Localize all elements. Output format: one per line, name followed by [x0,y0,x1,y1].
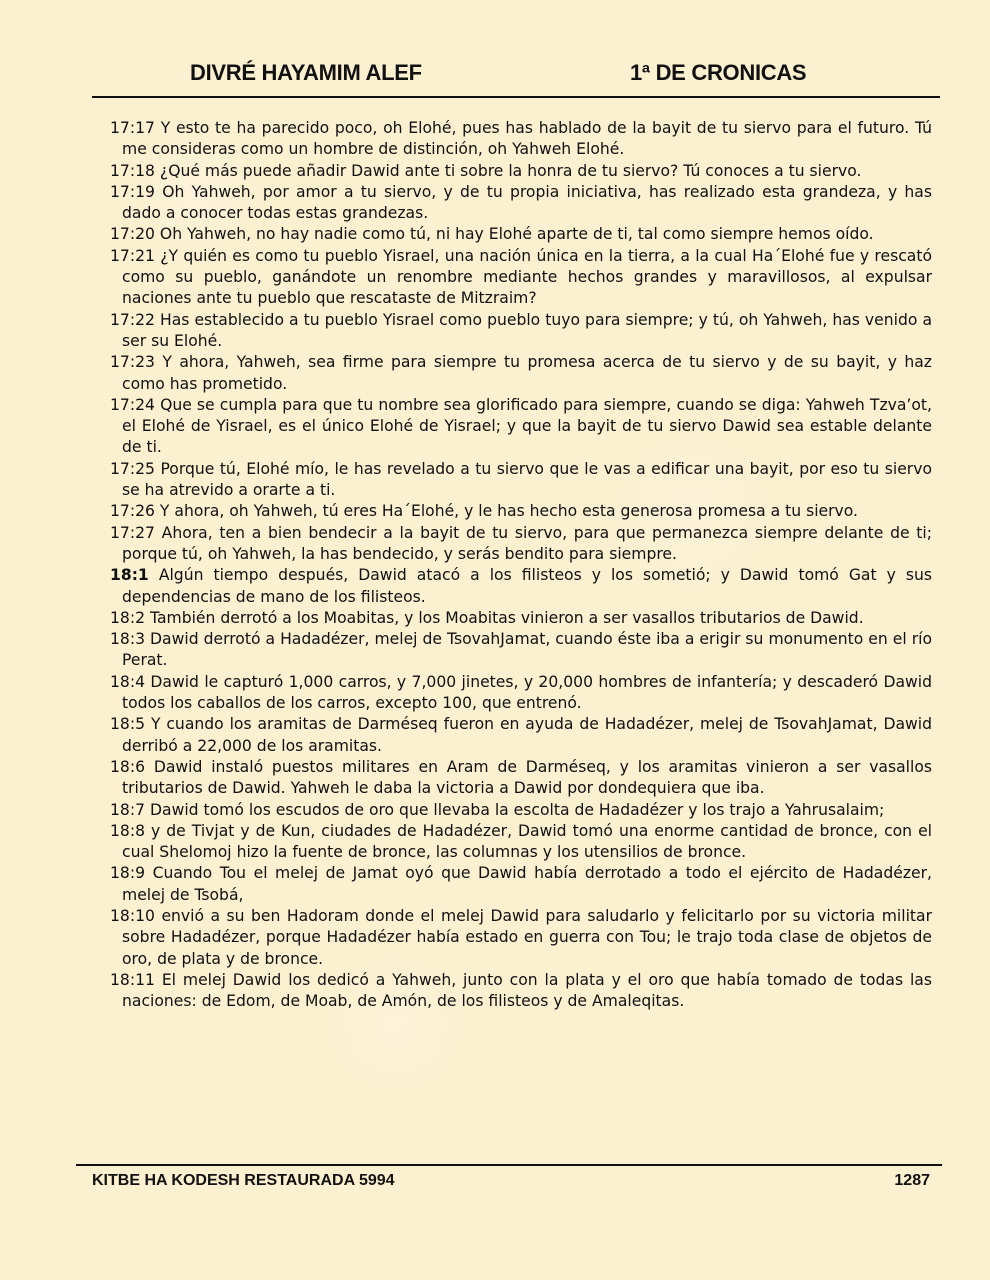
header-book-title: DIVRÉ HAYAMIM ALEF [190,60,422,85]
verse-number: 17:22 [110,310,155,329]
verse-text: Algún tiempo después, Dawid atacó a los filisteos y los sometió; y Dawid tomó Gat y sus dependencias de mano de los filisteos. [122,566,932,606]
verse [110,523,932,566]
verse-text: y de Tivjat y de Kun, ciudades de Hadadézer, Dawid tomó una enorme cantidad de bronce, con el cual Shelomoj hizo la fuente de bronce, las columnas y los utensilios de bronce. [122,821,932,862]
verse [110,118,932,161]
verse-text: Y cuando los aramitas de Darméseq fueron en ayuda de Hadadézer, melej de TsovahJamat, Dawid derribó a 22,000 de los aramitas. [122,715,932,755]
verse-text: Y esto te ha parecido poco, oh Elohé, pues has hablado de la bayit de tu siervo para el futuro. Tú me consideras como un hombre de distinción, oh Yahweh Elohé. [122,119,932,159]
verse-number: 18:10 [110,906,155,925]
verse [110,970,932,1013]
verse-number: 17:24 [110,395,155,414]
verse [110,608,932,629]
verse-text: Oh Yahweh, por amor a tu siervo, y de tu propia iniciativa, has realizado esta grandeza, y has dado a conocer todas estas grandezas. [122,182,932,223]
verse-number: 18:3 [110,630,146,649]
verse-number: 18:8 [110,821,146,840]
verse-number: 18:5 [110,715,146,734]
verse [110,863,932,906]
verse [110,757,932,800]
page-footer [76,1164,942,1189]
verse-text: Ahora, ten a bien bendecir a la bayit de tu siervo, para que permanezca siempre delante de ti; porque tú, oh Yahweh, la has bendecido, y serás bendito para siempre. [122,523,932,563]
verse-text: Cuando Tou el melej de Jamat oyó que Dawid había derrotado a todo el ejército de Hadadézer, melej de Tsobá, [122,864,932,904]
verse [110,906,932,970]
verse-number: 17:26 [110,502,155,521]
verse [110,352,932,395]
verse [110,714,932,757]
verse-text: Dawid derrotó a Hadadézer, melej de TsovahJamat, cuando éste iba a erigir su monumento en el río Perat. [122,630,932,670]
verse-text: Dawid tomó los escudos de oro que llevaba la escolta de Hadadézer y los trajo a Yahrusalaim; [150,800,885,819]
verse-text: envió a su ben Hadoram donde el melej Dawid para saludarlo y felicitarlo por su victoria militar sobre Hadadézer, porque Hadadézer había estado en guerra con Tou; le trajo toda clase de objetos de oro, de plata y de bronce. [122,906,932,968]
verse-text: También derrotó a los Moabitas, y los Moabitas vinieron a ser vasallos tributarios de Dawid. [150,608,864,627]
page-header [92,54,940,98]
verse [110,501,932,522]
verse-number: 17:20 [110,225,155,244]
verse-text: Porque tú, Elohé mío, le has revelado a tu siervo que le vas a edificar una bayit, por eso tu siervo se ha atrevido a orarte a ti. [122,459,932,500]
verse [110,395,932,459]
verse-number: 17:17 [110,119,155,137]
verse-text: ¿Y quién es como tu pueblo Yisrael, una nación única en la tierra, a la cual Ha´Elohé fue y rescató como su pueblo, ganándote un renombre mediante hechos grandes y maravillosos, al expulsar naciones ante tu pueblo que rescataste de Mitzraim? [122,246,932,308]
verse-number: 18:1 [110,566,149,585]
verse [110,459,932,502]
verse-number: 18:7 [110,800,146,819]
verse-number: 17:19 [110,182,155,201]
verse [110,246,932,310]
header-book-name-es: 1ª DE CRONICAS [630,60,807,85]
verse [110,821,932,864]
footer-publication: KITBE HA KODESH RESTAURADA 5994 [92,1172,395,1189]
verse-number: 18:6 [110,757,146,776]
verse-number: 17:27 [110,523,155,542]
verse-text: Oh Yahweh, no hay nadie como tú, ni hay Elohé aparte de ti, tal como siempre hemos oído. [159,225,874,244]
verse-number: 17:23 [110,353,155,372]
verse [110,182,932,225]
verse [110,672,932,715]
verse [110,161,932,182]
verse-number: 17:18 [110,161,155,180]
verse-number: 17:21 [110,246,155,265]
page-number: 1287 [894,1172,930,1189]
verse [110,224,932,245]
verse-number: 18:4 [110,672,146,691]
verse-text: Dawid instaló puestos militares en Aram de Darméseq, y los aramitas vinieron a ser vasallos tributarios de Dawid. Yahweh le daba la victoria a Dawid por dondequiera que iba. [122,757,932,798]
verse-number: 18:2 [110,608,146,627]
verse [110,310,932,353]
verse-number: 18:11 [110,970,155,989]
verse-number: 17:25 [110,459,155,478]
verse-text: Has establecido a tu pueblo Yisrael como pueblo tuyo para siempre; y tú, oh Yahweh, has venido a ser su Elohé. [122,310,932,350]
verse [110,565,932,608]
verse-text: Que se cumpla para que tu nombre sea glorificado para siempre, cuando se diga: Yahweh Tzva’ot, el Elohé de Yisrael, es el único Elohé de Yisrael; y que la bayit de tu siervo Dawid sea estable delante de ti. [122,395,932,457]
verse [110,629,932,672]
verse-list [110,118,932,1012]
verse-text: Y ahora, Yahweh, sea firme para siempre tu promesa acerca de tu siervo y de su bayit, y haz como has prometido. [122,353,932,393]
verse [110,800,932,821]
verse-text: El melej Dawid los dedicó a Yahweh, junto con la plata y el oro que había tomado de todas las naciones: de Edom, de Moab, de Amón, de los filisteos y de Amaleqitas. [122,970,932,1011]
verse-text: Dawid le capturó 1,000 carros, y 7,000 jinetes, y 20,000 hombres de infantería; y descaderó Dawid todos los caballos de los carros, excepto 100, que entrenó. [122,672,932,713]
verse-text: Y ahora, oh Yahweh, tú eres Ha´Elohé, y le has hecho esta generosa promesa a tu siervo. [159,502,858,521]
verse-text: ¿Qué más puede añadir Dawid ante ti sobre la honra de tu siervo? Tú conoces a tu siervo. [159,161,862,180]
verse-number: 18:9 [110,864,146,883]
